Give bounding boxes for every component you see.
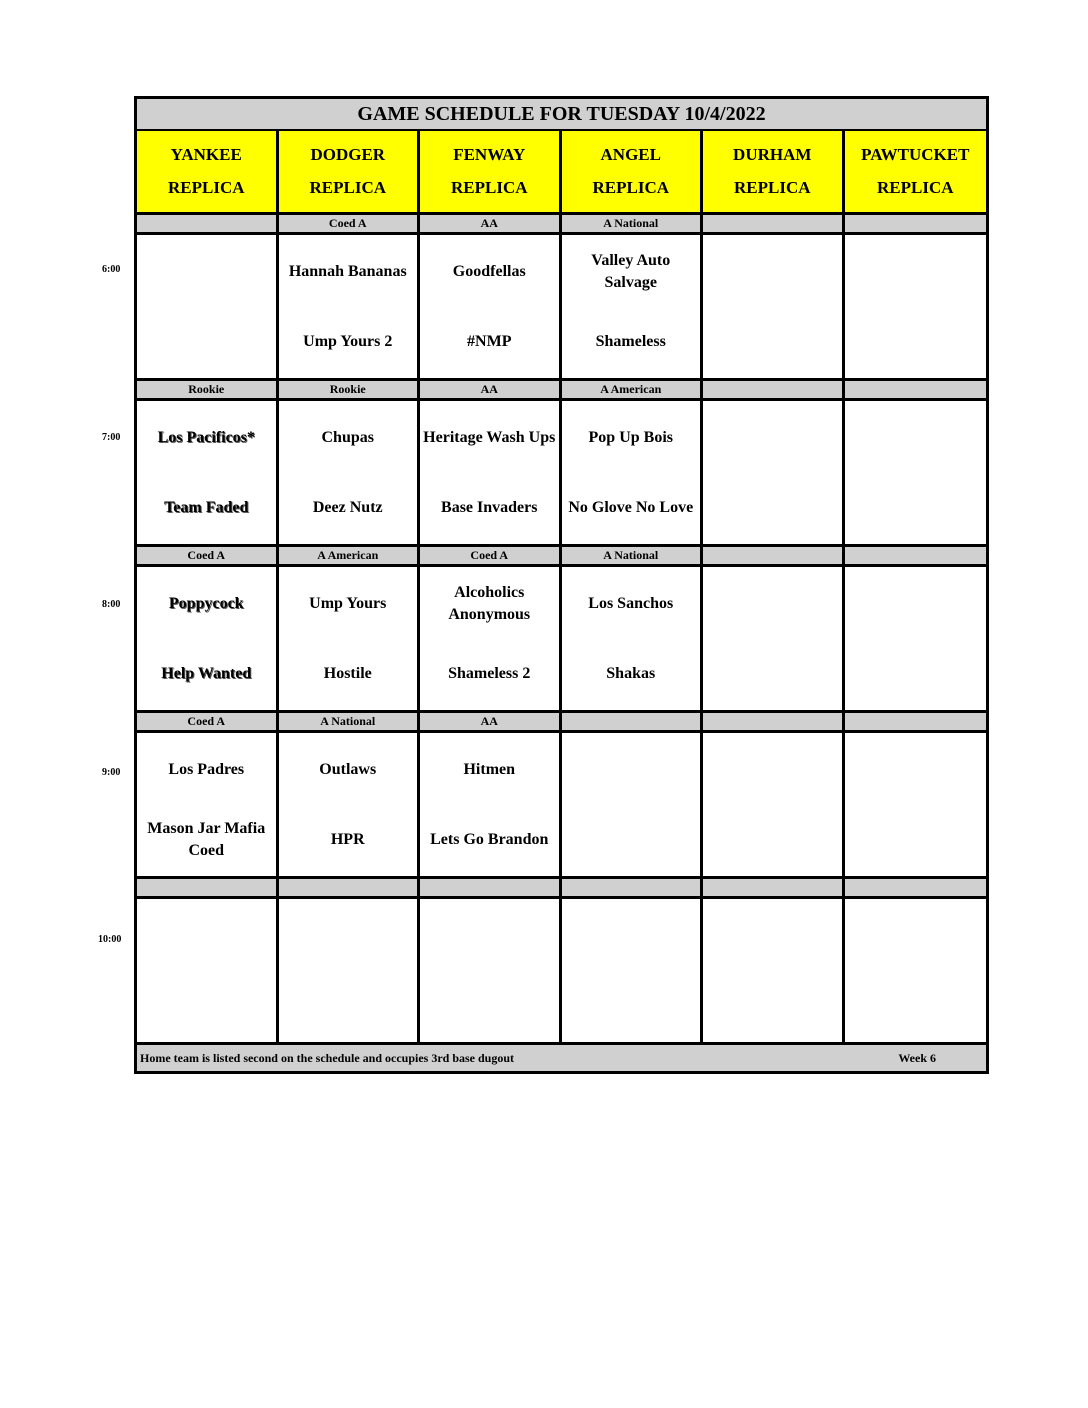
- away-team: [845, 243, 987, 301]
- away-team: [703, 575, 842, 633]
- time-label-7: 7:00: [102, 432, 121, 443]
- home-team: Ump Yours 2: [303, 333, 393, 350]
- game-cell: [420, 401, 562, 547]
- field-sub: REPLICA: [450, 178, 528, 197]
- away-team: [703, 243, 842, 301]
- away-team: Chupas: [321, 429, 374, 446]
- away-team: Valley Auto Salvage: [591, 252, 671, 291]
- schedule-table: [134, 96, 989, 1074]
- division-cell: Coed A: [137, 547, 279, 567]
- game-cell: [562, 733, 704, 879]
- home-team: Shakas: [606, 665, 656, 682]
- home-team: Team Faded: [164, 499, 249, 516]
- home-team: Deez Nutz: [312, 499, 383, 516]
- division-cell: [703, 215, 845, 235]
- division-cell: AA: [420, 381, 562, 401]
- time-label-10: 10:00: [98, 934, 122, 945]
- game-cell: [703, 733, 845, 879]
- game-cell: [137, 899, 279, 1045]
- game-cell: [845, 733, 987, 879]
- game-cell: [420, 899, 562, 1045]
- home-team: [562, 977, 701, 1035]
- away-team: Pop Up Bois: [588, 429, 673, 446]
- game-cell: [845, 401, 987, 547]
- home-team: [703, 645, 842, 703]
- schedule-title: GAME SCHEDULE FOR TUESDAY 10/4/2022: [137, 99, 986, 131]
- game-cell: [562, 567, 704, 713]
- away-team: [703, 907, 842, 965]
- home-team: [279, 977, 418, 1035]
- division-cell: A National: [562, 547, 704, 567]
- home-team: #NMP: [467, 333, 512, 350]
- division-cell: [703, 879, 845, 899]
- game-cell: [420, 733, 562, 879]
- game-cell: [137, 567, 279, 713]
- division-cell: [279, 879, 421, 899]
- home-team: No Glove No Love: [568, 499, 694, 516]
- division-cell: [703, 547, 845, 567]
- games-row: [137, 733, 986, 879]
- away-team: Los Sanchos: [588, 595, 674, 612]
- game-cell: [703, 235, 845, 381]
- game-cell: [420, 567, 562, 713]
- away-team: [703, 409, 842, 467]
- away-team: Outlaws: [319, 761, 377, 778]
- division-row: [137, 215, 986, 235]
- division-cell: Coed A: [137, 713, 279, 733]
- away-team: Hitmen: [463, 761, 516, 778]
- away-team: [562, 907, 701, 965]
- home-team: Shameless 2: [448, 665, 531, 682]
- home-team: Shameless: [595, 333, 666, 350]
- away-team: Los Padres: [168, 761, 245, 778]
- home-team: [845, 313, 987, 371]
- game-cell: [845, 235, 987, 381]
- division-cell: A National: [562, 215, 704, 235]
- division-cell: [703, 381, 845, 401]
- games-row: [137, 401, 986, 547]
- game-cell: [137, 401, 279, 547]
- field-pawtucket: [845, 131, 987, 215]
- division-cell: Rookie: [279, 381, 421, 401]
- division-row: [137, 713, 986, 733]
- home-team: [703, 479, 842, 537]
- game-cell: [703, 899, 845, 1045]
- field-name: ANGEL: [600, 145, 661, 164]
- games-row: [137, 899, 986, 1045]
- home-team: [703, 811, 842, 869]
- game-cell: [703, 567, 845, 713]
- division-cell: [845, 215, 987, 235]
- away-team: Goodfellas: [452, 263, 526, 280]
- game-cell: [562, 899, 704, 1045]
- game-cell: [703, 401, 845, 547]
- time-label-6: 6:00: [102, 264, 121, 275]
- division-row: [137, 879, 986, 899]
- field-sub: REPLICA: [592, 178, 669, 197]
- home-team: Base Invaders: [441, 499, 538, 516]
- field-header-row: [137, 131, 986, 215]
- home-team: [845, 811, 987, 869]
- time-slots: [137, 215, 986, 1045]
- away-team: [845, 409, 987, 467]
- home-team: HPR: [330, 831, 365, 848]
- home-team: [845, 645, 987, 703]
- field-sub: REPLICA: [309, 178, 386, 197]
- time-label-9: 9:00: [102, 767, 121, 778]
- division-cell: [137, 215, 279, 235]
- away-team: [137, 243, 276, 301]
- field-durham: [703, 131, 845, 215]
- away-team: Los Pacificos*: [157, 429, 255, 446]
- division-row: [137, 381, 986, 401]
- division-cell: A American: [562, 381, 704, 401]
- time-label-8: 8:00: [102, 599, 121, 610]
- games-row: [137, 235, 986, 381]
- home-team: Lets Go Brandon: [430, 831, 549, 848]
- division-row: [137, 547, 986, 567]
- field-name: DURHAM: [733, 145, 812, 164]
- home-team: Help Wanted: [161, 665, 252, 682]
- home-team: [845, 977, 987, 1035]
- away-team: [279, 907, 418, 965]
- games-row: [137, 567, 986, 713]
- home-team-note: Home team is listed second on the schedule and occupies 3rd base dugout: [140, 1050, 515, 1065]
- home-team: [703, 313, 842, 371]
- away-team: [562, 741, 701, 799]
- field-fenway: [420, 131, 562, 215]
- field-sub: REPLICA: [876, 178, 954, 197]
- division-cell: Rookie: [137, 381, 279, 401]
- home-team: [845, 479, 987, 537]
- field-angel: [562, 131, 704, 215]
- away-team: Ump Yours: [309, 595, 387, 612]
- home-team: [562, 811, 701, 869]
- field-yankee: [137, 131, 279, 215]
- field-name: FENWAY: [453, 145, 526, 164]
- division-cell: A National: [279, 713, 421, 733]
- division-cell: [845, 547, 987, 567]
- away-team: [703, 741, 842, 799]
- schedule-footer: [137, 1045, 986, 1071]
- game-cell: [562, 235, 704, 381]
- game-cell: [420, 235, 562, 381]
- home-team: [137, 313, 276, 371]
- game-cell: [279, 567, 421, 713]
- away-team: Poppycock: [168, 595, 244, 612]
- game-cell: [137, 235, 279, 381]
- division-cell: [562, 879, 704, 899]
- away-team: Hannah Bananas: [288, 263, 407, 280]
- home-team: [703, 977, 842, 1035]
- away-team: [845, 741, 987, 799]
- game-cell: [845, 567, 987, 713]
- field-name: DODGER: [310, 145, 386, 164]
- game-cell: [845, 899, 987, 1045]
- home-team: [420, 977, 559, 1035]
- game-cell: [137, 733, 279, 879]
- home-team: [137, 977, 276, 1035]
- field-dodger: [279, 131, 421, 215]
- division-cell: Coed A: [420, 547, 562, 567]
- away-team: [137, 907, 276, 965]
- field-sub: REPLICA: [733, 178, 811, 197]
- division-cell: AA: [420, 215, 562, 235]
- game-cell: [279, 401, 421, 547]
- division-cell: AA: [420, 713, 562, 733]
- home-team: Mason Jar Mafia Coed: [147, 820, 266, 859]
- field-name: PAWTUCKET: [861, 145, 970, 164]
- division-cell: [845, 879, 987, 899]
- game-cell: [279, 899, 421, 1045]
- field-sub: REPLICA: [167, 178, 245, 197]
- game-cell: [562, 401, 704, 547]
- away-team: Alcoholics Anonymous: [448, 584, 531, 623]
- game-cell: [279, 733, 421, 879]
- away-team: [845, 575, 987, 633]
- away-team: [420, 907, 559, 965]
- division-cell: [562, 713, 704, 733]
- division-cell: Coed A: [279, 215, 421, 235]
- division-cell: [845, 713, 987, 733]
- week-label: Week 6: [898, 1050, 936, 1065]
- division-cell: A American: [279, 547, 421, 567]
- division-cell: [703, 713, 845, 733]
- away-team: Heritage Wash Ups: [423, 429, 556, 446]
- game-cell: [279, 235, 421, 381]
- home-team: Hostile: [323, 665, 372, 682]
- away-team: [845, 907, 987, 965]
- field-name: YANKEE: [170, 145, 242, 164]
- division-cell: [420, 879, 562, 899]
- division-cell: [137, 879, 279, 899]
- division-cell: [845, 381, 987, 401]
